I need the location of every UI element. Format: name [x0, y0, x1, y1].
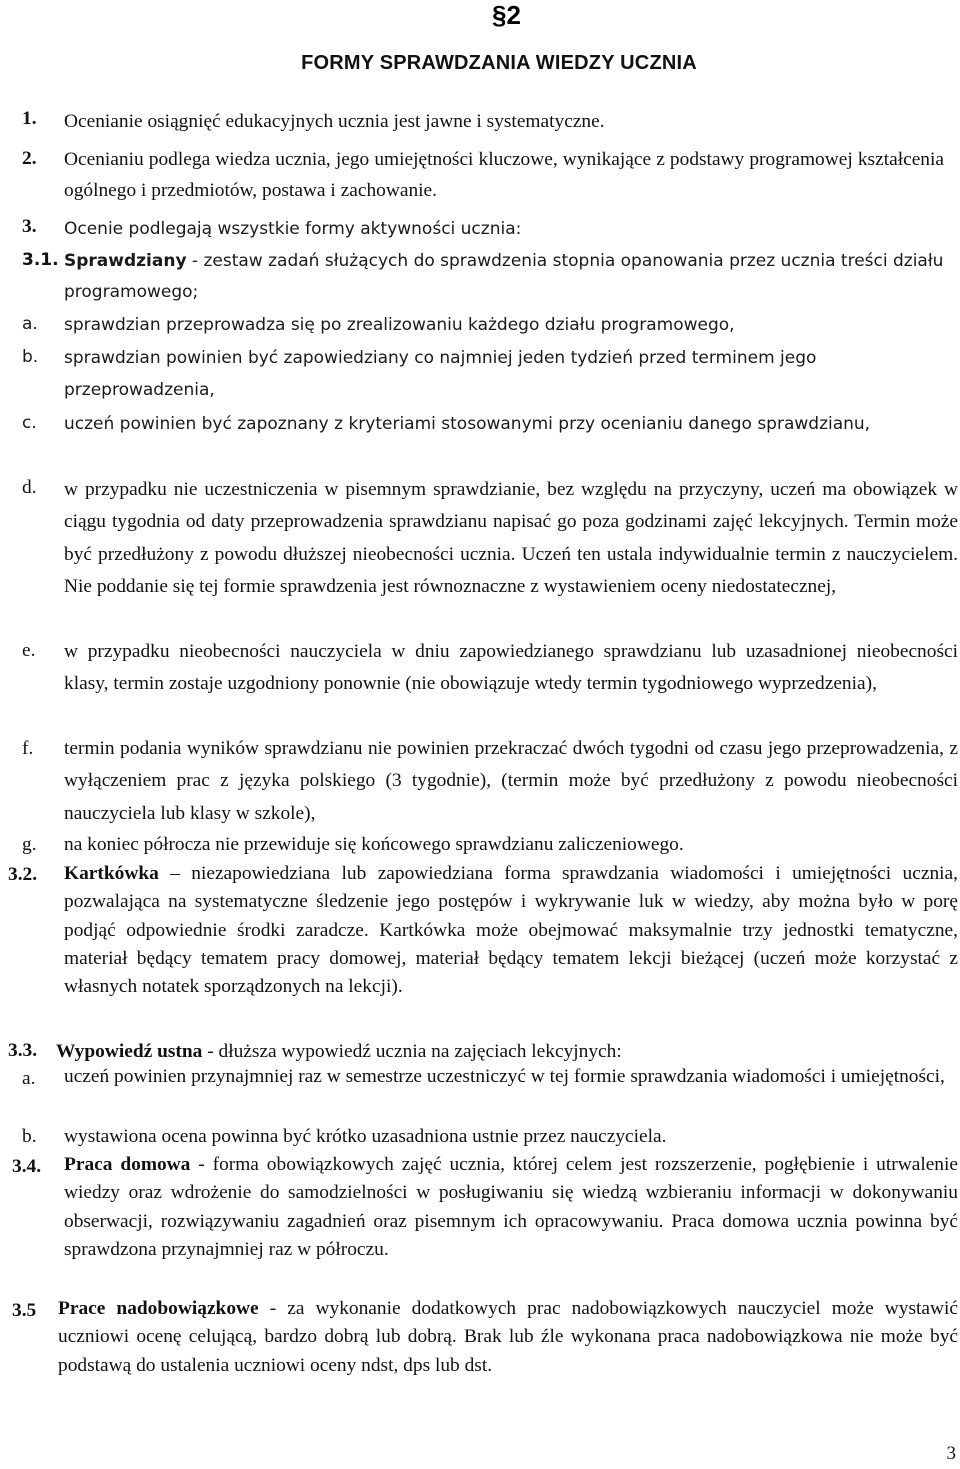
- s31-paragraph: [64, 246, 944, 308]
- s31-d-text: w przypadku nie uczestniczenia w pisemnym sprawdzianie, bez względu na przyczyny, uczeń ma obowiązek w ciągu tygodnia od daty przeprowadzenia sprawdzianu napisać go poza godzinami zajęć lekcyjnych. Termin może być przedłużony z powodu dłuższej nieobecności ucznia. Uczeń ten ustala indywidualnie termin z nauczycielem. Nie poddanie się tej formie sprawdzenia jest równoznaczne z wystawieniem oceny niedostatecznej,: [64, 479, 958, 598]
- s31-c-mark: c.: [22, 413, 37, 433]
- s31-d-mark: d.: [22, 477, 37, 498]
- s35-mark: 3.5: [12, 1300, 37, 1321]
- item-1-mark: 1.: [22, 108, 37, 129]
- s32-text: – niezapowiedziana lub zapowiedziana forma sprawdzania wiadomości i umiejętności ucznia, pozwalająca na systematyczne śledzenie jego postępów i wykrywanie luk w wiedzy, aby można było w porę podjąć odpowiednie środki zaradcze. Kartkówka może obejmować maksymalnie trzy jednostki tematyczne, materiał będący tematem pracy domowej, materiał będący tematem lekcji bieżącej (uczeń może korzystać z własnych notatek sporządzonych na lekcji).: [64, 863, 958, 998]
- s34-paragraph: [64, 1151, 958, 1264]
- s33-b-text: wystawiona ocena powinna być krótko uzasadniona ustnie przez nauczyciela.: [64, 1126, 667, 1147]
- item-3-text: Ocenie podlegają wszystkie formy aktywności ucznia:: [64, 219, 522, 239]
- s33-heading: Wypowiedź ustna: [56, 1041, 203, 1062]
- s31-g-mark: g.: [22, 834, 37, 855]
- s31-e-mark: e.: [22, 640, 36, 661]
- s31-g-text: na koniec półrocza nie przewiduje się końcowego sprawdzianu zaliczeniowego.: [64, 834, 684, 855]
- s31-b-mark: b.: [22, 347, 39, 367]
- s33-a-mark: a.: [22, 1068, 36, 1089]
- item-3-mark: 3.: [22, 216, 37, 237]
- s33-b-mark: b.: [22, 1126, 37, 1147]
- page-number: 3: [946, 1443, 956, 1464]
- s31-f-text: termin podania wyników sprawdzianu nie powinien przekraczać dwóch tygodni od czasu jego przeprowadzenia, z wyłączeniem prac z języka polskiego (3 tygodnie), (termin może być przedłużony z powodu nieobecności nauczyciela lub klasy w szkole),: [64, 738, 958, 824]
- s32-mark: 3.2.: [8, 864, 38, 885]
- s32-heading: Kartkówka: [64, 863, 159, 884]
- s34-text: - forma obowiązkowych zajęć ucznia, której celem jest rozszerzenie, pogłębienie i utrwalenie wiedzy oraz wdrożenie do samodzielności w posługiwaniu się wiedzą wzbieraniu informacji w dokonywaniu obserwacji, rozwiązywaniu zagadnień oraz pisemnym ich opracowywaniu. Praca domowa ucznia powinna być sprawdzona przynajmniej raz w półroczu.: [64, 1154, 958, 1260]
- s35-heading: Prace nadobowiązkowe: [58, 1298, 259, 1319]
- item-1-text: Ocenianie osiągnięć edukacyjnych ucznia jest jawne i systematyczne.: [64, 111, 605, 132]
- s31-mark: 3.1.: [22, 250, 59, 270]
- s31-text: - zestaw zadań służących do sprawdzenia stopnia opanowania przez ucznia treści działu programowego;: [64, 251, 944, 302]
- s35-paragraph: [58, 1295, 958, 1380]
- section-number: §2: [492, 0, 521, 30]
- s33-text: - dłuższa wypowiedź ucznia na zajęciach lekcyjnych:: [202, 1041, 622, 1062]
- s31-a-mark: a.: [22, 314, 38, 334]
- s33-mark: 3.3.: [8, 1040, 38, 1061]
- s34-mark: 3.4.: [12, 1156, 42, 1177]
- s31-f-mark: f.: [22, 738, 34, 759]
- item-2-mark: 2.: [22, 148, 37, 169]
- s33-a-text: uczeń powinien przynajmniej raz w semestrze uczestniczyć w tej formie sprawdzania wiadomości i umiejętności,: [64, 1066, 945, 1087]
- s35-text: - za wykonanie dodatkowych prac nadobowiązkowych nauczyciel może wystawić uczniowi ocenę celującą, bardzo dobrą lub dobrą. Brak lub źle wykonana praca nadobowiązkowa nie może być podstawą do ustalenia uczniowi oceny ndst, dps lub dst.: [58, 1298, 958, 1376]
- page-title: FORMY SPRAWDZANIA WIEDZY UCZNIA: [301, 52, 697, 74]
- s31-heading: Sprawdziany: [64, 251, 187, 271]
- item-2-text: Ocenianiu podlega wiedza ucznia, jego umiejętności kluczowe, wynikające z podstawy programowej kształcenia ogólnego i przedmiotów, postawa i zachowanie.: [64, 149, 944, 201]
- s31-e-text: w przypadku nieobecności nauczyciela w dniu zapowiedzianego sprawdzianu lub uzasadnionej nieobecności klasy, termin zostaje uzgodniony ponownie (nie obowiązuje wtedy termin tygodniowego wyprzedzenia),: [64, 641, 958, 695]
- s31-c-text: uczeń powinien być zapoznany z kryteriami stosowanymi przy ocenianiu danego sprawdzianu,: [64, 414, 871, 434]
- s31-b-text: sprawdzian powinien być zapowiedziany co najmniej jeden tydzień przed terminem jego przeprowadzenia,: [64, 348, 817, 400]
- s34-heading: Praca domowa: [64, 1154, 191, 1175]
- s31-a-text: sprawdzian przeprowadza się po zrealizowaniu każdego działu programowego,: [64, 315, 735, 335]
- s32-paragraph: [64, 860, 958, 1001]
